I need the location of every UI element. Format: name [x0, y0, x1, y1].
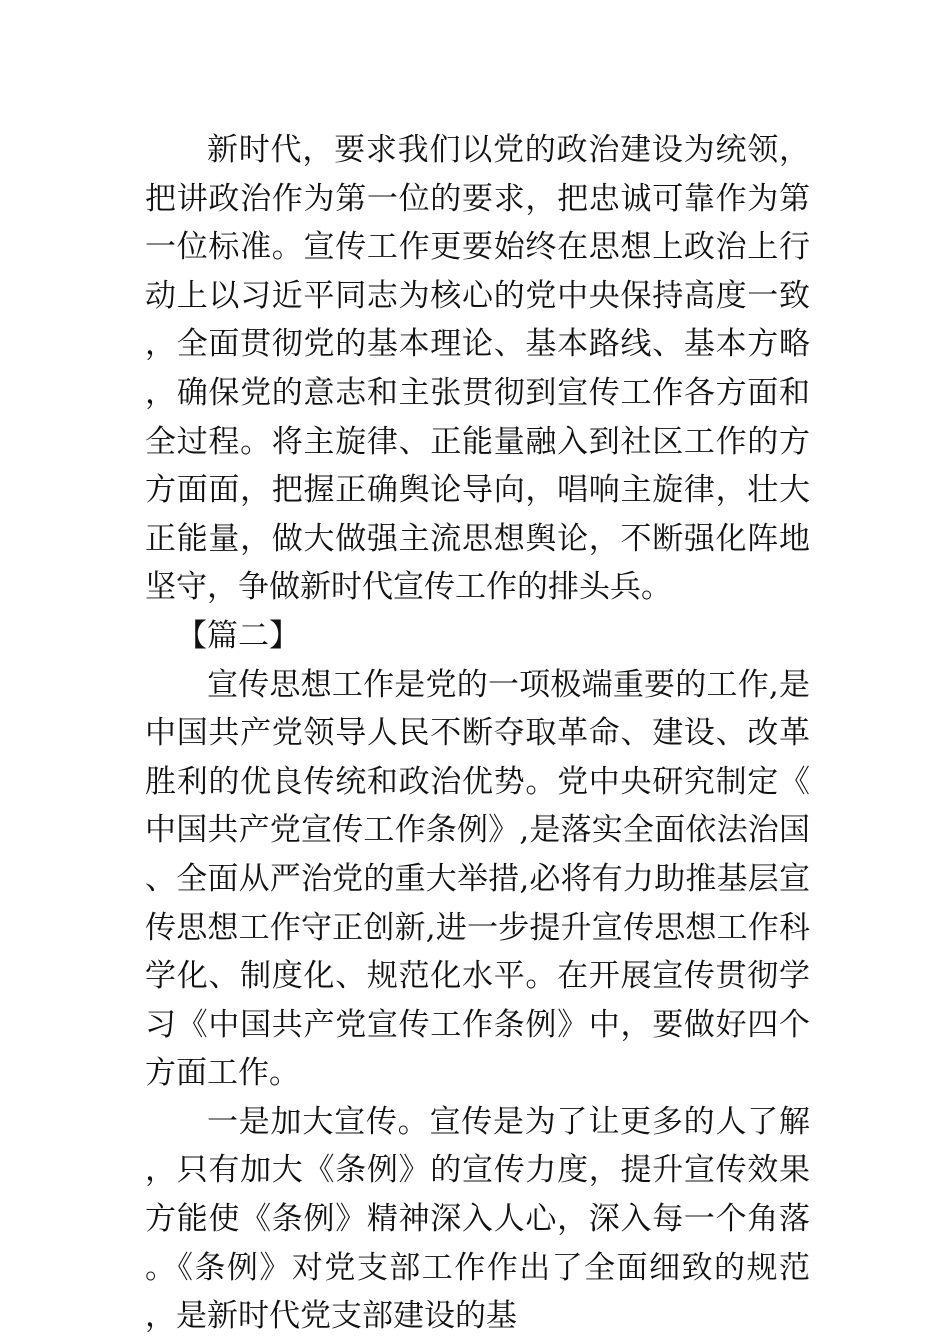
section-heading: 【篇二】 [176, 617, 300, 654]
paragraph-3: 一是加大宣传。宣传是为了让更多的人了解，只有加大《条例》的宣传力度，提升宣传效果方能使《条例》精神深入人心，深入每一个角落。《条例》对党支部工作作出了全面细致的规范，是新时代党支部建设的基 [145, 1103, 810, 1335]
document-body [145, 126, 810, 1341]
paragraph-1: 新时代，要求我们以党的政治建设为统领，把讲政治作为第一位的要求，把忠诚可靠作为第一位标准。宣传工作更要始终在思想上政治上行动上以习近平同志为核心的党中央保持高度一致，全面贯彻党的基本理论、基本路线、基本方略，确保党的意志和主张贯彻到宣传工作各方面和全过程。将主旋律、正能量融入到社区工作的方方面面，把握正确舆论导向，唱响主旋律，壮大正能量，做大做强主流思想舆论，不断强化阵地坚守，争做新时代宣传工作的排头兵。 [145, 132, 810, 606]
paragraph-2: 宣传思想工作是党的一项极端重要的工作,是中国共产党领导人民不断夺取革命、建设、改革胜利的优良传统和政治优势。党中央研究制定《中国共产党宣传工作条例》,是落实全面依法治国、全面从严治党的重大举措,必将有力助推基层宣传思想工作守正创新,进一步提升宣传思想工作科学化、制度化、规范化水平。在开展宣传贯彻学习《中国共产党宣传工作条例》中，要做好四个方面工作。 [145, 666, 810, 1092]
